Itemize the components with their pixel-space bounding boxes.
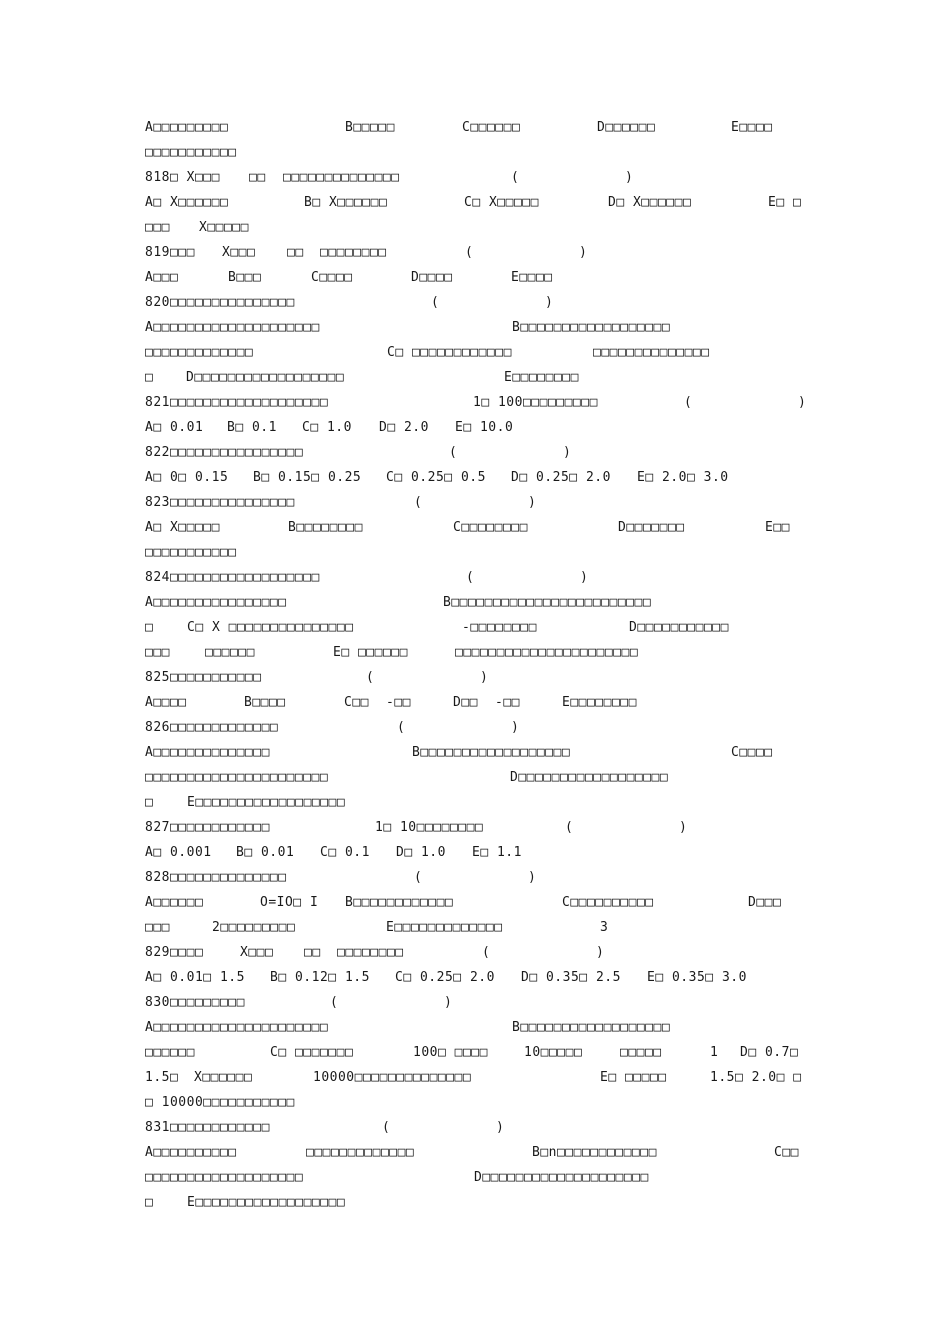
- option-b: B□ X□□□□□□: [304, 195, 388, 210]
- option-e: E□□□□: [511, 270, 553, 285]
- text-line: □□□□□□□□□□□: [145, 545, 237, 560]
- text-segment: 2□□□□□□□□□: [212, 920, 296, 935]
- option-b: B□□□: [228, 270, 262, 285]
- text-segment: □: [145, 620, 154, 635]
- text-segment: □□□□□□: [145, 1045, 195, 1060]
- text-segment: X□□□□□□: [194, 1070, 253, 1085]
- option-e: E□□□□□□□□: [562, 695, 637, 710]
- option-b: B□ 0.12□ 1.5: [270, 970, 370, 985]
- option-b: B□□□□□□□□□□□□: [345, 895, 454, 910]
- text-segment: □□□□□□□□: [337, 945, 404, 960]
- option-e: E□□□□□□□□: [504, 370, 579, 385]
- answer-blank-close: ): [579, 245, 588, 260]
- answer-blank-close: ): [528, 870, 537, 885]
- question-819: 819□□□: [145, 245, 195, 260]
- option-a: A□□□□□□□□□□□□□□: [145, 745, 270, 760]
- text-segment: □□□□□: [620, 1045, 662, 1060]
- option-a: A□□□□□□□□□□: [145, 1145, 237, 1160]
- option-c: C□□□□: [311, 270, 353, 285]
- option-e: E□ □: [768, 195, 802, 210]
- option-e: E□ 1.1: [472, 845, 522, 860]
- question-823: 823□□□□□□□□□□□□□□□: [145, 495, 295, 510]
- answer-blank-close: ): [580, 570, 589, 585]
- answer-blank-open: (: [414, 495, 423, 510]
- option-d: D□□□□□□□□□□□□□□□□□□: [510, 770, 669, 785]
- answer-blank-open: (: [684, 395, 693, 410]
- option-a: A□□□: [145, 270, 179, 285]
- answer-blank-open: (: [466, 570, 475, 585]
- text-segment: 3: [600, 920, 609, 935]
- answer-blank-open: (: [482, 945, 491, 960]
- text-segment: -□□□□□□□□: [462, 620, 537, 635]
- answer-blank-open: (: [511, 170, 520, 185]
- question-827: 827□□□□□□□□□□□□: [145, 820, 270, 835]
- answer-blank-close: ): [596, 945, 605, 960]
- option-d: D□ 1.0: [396, 845, 446, 860]
- option-d: D□ 0.7□: [740, 1045, 799, 1060]
- text-segment: X□□□□□: [199, 220, 249, 235]
- option-a: A□ X□□□□□□: [145, 195, 229, 210]
- option-e: E□□□□: [731, 120, 773, 135]
- text-segment: □□□: [145, 220, 170, 235]
- option-c: C□ X □□□□□□□□□□□□□□□: [187, 620, 354, 635]
- text-segment: X□□□: [240, 945, 274, 960]
- option-d: D□□□□□□□: [618, 520, 685, 535]
- text-segment: O=IO□ I: [260, 895, 319, 910]
- option-a: A□□□□□□□□□: [145, 120, 229, 135]
- option-a: A□□□□□□□□□□□□□□□□□□□□: [145, 320, 320, 335]
- option-d: D□□□□□□□□□□□: [629, 620, 729, 635]
- text-segment: □□□: [145, 920, 170, 935]
- text-segment: 10000□□□□□□□□□□□□□□: [313, 1070, 472, 1085]
- answer-blank-open: (: [414, 870, 423, 885]
- option-c: C□ □□□□□□□□□□□□: [387, 345, 512, 360]
- option-c: C□□□□□□□□□□: [562, 895, 654, 910]
- text-segment: □□: [287, 245, 304, 260]
- text-segment: □□□□□□□□□□□□□□□□□□□: [145, 1170, 304, 1185]
- question-818: 818□ X□□□: [145, 170, 220, 185]
- text-segment: □: [145, 1195, 154, 1210]
- option-d: D□ 2.0: [379, 420, 429, 435]
- option-d: D□□□□: [411, 270, 453, 285]
- answer-blank-close: ): [528, 495, 537, 510]
- answer-blank-close: ): [444, 995, 453, 1010]
- text-segment: X□□□: [222, 245, 256, 260]
- option-b: B□ 0.1: [227, 420, 277, 435]
- text-segment: -□□: [386, 695, 411, 710]
- answer-blank-open: (: [366, 670, 375, 685]
- option-a: A□ 0□ 0.15: [145, 470, 229, 485]
- answer-blank-close: ): [563, 445, 572, 460]
- option-c: C□ X□□□□□: [464, 195, 539, 210]
- option-d: D□ X□□□□□□: [608, 195, 692, 210]
- text-line: □ 10000□□□□□□□□□□□: [145, 1095, 295, 1110]
- option-a: A□□□□□□: [145, 895, 204, 910]
- text-segment: □: [145, 370, 154, 385]
- text-segment: □□□□□□□□□□□□□: [145, 345, 254, 360]
- option-d: D□□□: [748, 895, 782, 910]
- text-segment: 1: [710, 1045, 719, 1060]
- option-b: B□n□□□□□□□□□□□□: [532, 1145, 657, 1160]
- option-c: C□□□□□□: [462, 120, 521, 135]
- option-d: D□□: [453, 695, 478, 710]
- option-b: B□□□□□□□□□□□□□□□□□□: [512, 320, 671, 335]
- option-b: B□□□□□□□□□□□□□□□□□□: [412, 745, 571, 760]
- answer-blank-open: (: [382, 1120, 391, 1135]
- option-a: A□ 0.001: [145, 845, 212, 860]
- question-825: 825□□□□□□□□□□□: [145, 670, 262, 685]
- text-line: □□□□□□□□□□□: [145, 145, 237, 160]
- answer-blank-open: (: [330, 995, 339, 1010]
- option-e: E□ 10.0: [455, 420, 514, 435]
- option-b: B□ 0.01: [236, 845, 295, 860]
- option-c: C□ 0.25□ 2.0: [395, 970, 495, 985]
- question-820: 820□□□□□□□□□□□□□□□: [145, 295, 295, 310]
- answer-blank-close: ): [511, 720, 520, 735]
- option-c: C□□□□: [731, 745, 773, 760]
- option-d: D□□□□□□□□□□□□□□□□□□□□: [474, 1170, 649, 1185]
- option-c: C□ □□□□□□□: [270, 1045, 354, 1060]
- option-c: C□□□□□□□□: [453, 520, 528, 535]
- text-segment: □□□□□□□□□□□□□□□□□□□□□□: [455, 645, 639, 660]
- text-segment: □□□□□□□□□□□□□□: [593, 345, 710, 360]
- text-segment: 100□ □□□□: [413, 1045, 488, 1060]
- text-segment: □□□: [145, 645, 170, 660]
- option-c: C□□: [774, 1145, 799, 1160]
- question-829: 829□□□□: [145, 945, 204, 960]
- text-segment: □□□□□□: [205, 645, 255, 660]
- answer-blank-close: ): [480, 670, 489, 685]
- question-831: 831□□□□□□□□□□□□: [145, 1120, 270, 1135]
- text-segment: □: [145, 795, 154, 810]
- option-e: E□□□□□□□□□□□□□: [386, 920, 503, 935]
- option-b: B□ 0.15□ 0.25: [253, 470, 362, 485]
- option-b: B□□□□□□□□□□□□□□□□□□□□□□□□: [443, 595, 652, 610]
- answer-blank-close: ): [496, 1120, 505, 1135]
- option-d: D□□□□□□□□□□□□□□□□□□: [186, 370, 345, 385]
- question-830: 830□□□□□□□□□: [145, 995, 245, 1010]
- text-segment: □□: [304, 945, 321, 960]
- option-e: E□ □□□□□: [600, 1070, 667, 1085]
- option-b: B□□□□□□□□□□□□□□□□□□: [512, 1020, 671, 1035]
- text-segment: □□□□□□□□□□□□□: [306, 1145, 415, 1160]
- option-a: A□□□□□□□□□□□□□□□□: [145, 595, 287, 610]
- answer-blank-open: (: [431, 295, 440, 310]
- question-828: 828□□□□□□□□□□□□□□: [145, 870, 287, 885]
- option-a: A□ 0.01□ 1.5: [145, 970, 245, 985]
- answer-blank-close: ): [679, 820, 688, 835]
- answer-blank-close: ): [545, 295, 554, 310]
- option-e: E□ 2.0□ 3.0: [637, 470, 729, 485]
- text-segment: 1□ 10□□□□□□□□: [375, 820, 484, 835]
- option-d: D□□□□□□: [597, 120, 656, 135]
- text-segment: □□□□□□□□□□□□□□: [283, 170, 400, 185]
- option-b: B□□□□□□□□: [288, 520, 363, 535]
- text-segment: □□: [249, 170, 266, 185]
- question-824: 824□□□□□□□□□□□□□□□□□□: [145, 570, 320, 585]
- answer-blank-close: ): [798, 395, 807, 410]
- option-e: E□□: [765, 520, 790, 535]
- text-segment: 1.5□ 2.0□ □: [710, 1070, 802, 1085]
- answer-blank-open: (: [449, 445, 458, 460]
- option-c: C□□: [344, 695, 369, 710]
- option-b: B□□□□□: [345, 120, 395, 135]
- answer-blank-open: (: [397, 720, 406, 735]
- option-c: C□ 0.1: [320, 845, 370, 860]
- answer-blank-open: (: [465, 245, 474, 260]
- option-a: A□ 0.01: [145, 420, 204, 435]
- option-a: A□ X□□□□□: [145, 520, 220, 535]
- option-a: A□□□□□□□□□□□□□□□□□□□□□: [145, 1020, 329, 1035]
- text-segment: □□□□□□□□: [320, 245, 387, 260]
- answer-blank-open: (: [565, 820, 574, 835]
- text-segment: -□□: [495, 695, 520, 710]
- text-segment: □□□□□□□□□□□□□□□□□□□□□□: [145, 770, 329, 785]
- option-d: D□ 0.35□ 2.5: [521, 970, 621, 985]
- text-segment: 1□ 100□□□□□□□□□: [473, 395, 598, 410]
- option-c: C□ 0.25□ 0.5: [386, 470, 486, 485]
- option-a: A□□□□: [145, 695, 187, 710]
- answer-blank-close: ): [625, 170, 634, 185]
- text-segment: 1.5□: [145, 1070, 179, 1085]
- question-822: 822□□□□□□□□□□□□□□□□: [145, 445, 304, 460]
- option-e: E□ 0.35□ 3.0: [647, 970, 747, 985]
- option-b: B□□□□: [244, 695, 286, 710]
- question-821: 821□□□□□□□□□□□□□□□□□□□: [145, 395, 329, 410]
- option-e: E□□□□□□□□□□□□□□□□□□: [187, 795, 346, 810]
- question-826: 826□□□□□□□□□□□□□: [145, 720, 279, 735]
- option-d: D□ 0.25□ 2.0: [511, 470, 611, 485]
- option-e: E□□□□□□□□□□□□□□□□□□: [187, 1195, 346, 1210]
- option-c: C□ 1.0: [302, 420, 352, 435]
- text-segment: 10□□□□□: [524, 1045, 583, 1060]
- option-e: E□ □□□□□□: [333, 645, 408, 660]
